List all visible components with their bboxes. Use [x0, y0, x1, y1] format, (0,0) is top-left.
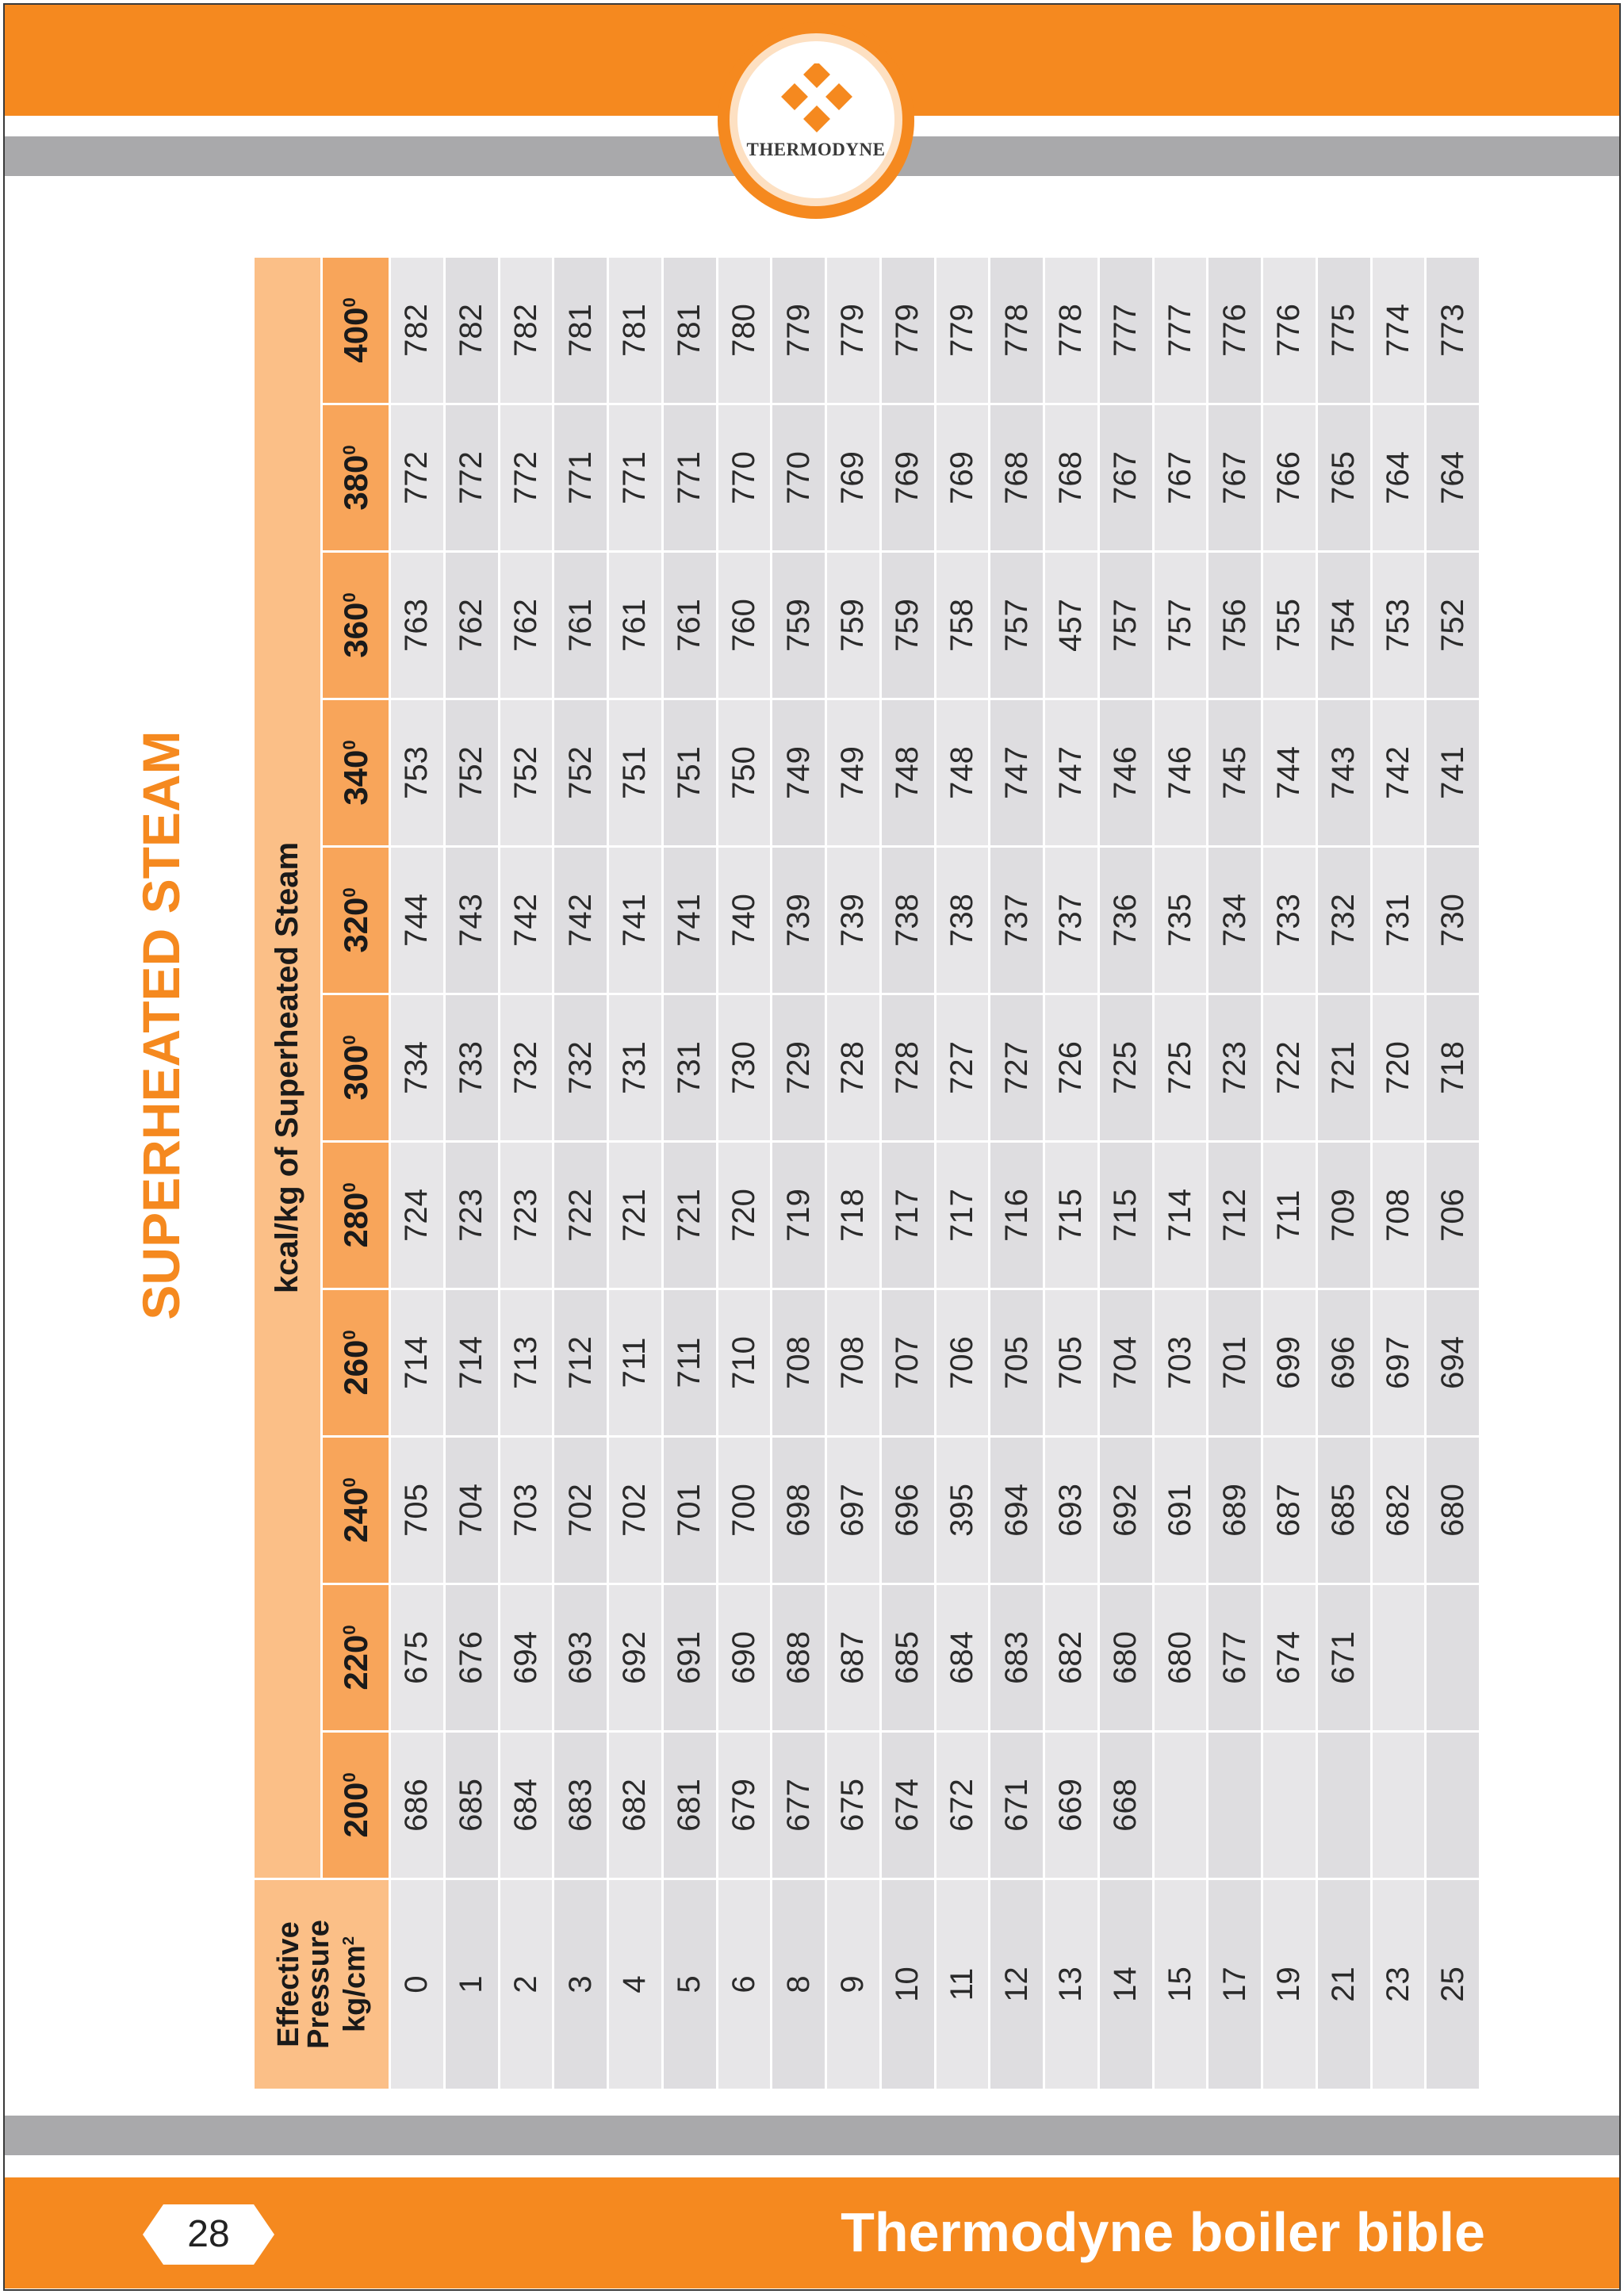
enthalpy-cell: 687: [1262, 1437, 1317, 1584]
table-row: [935, 256, 990, 2089]
enthalpy-cell: 709: [1316, 1142, 1371, 1289]
enthalpy-cell: 711: [608, 1289, 663, 1437]
enthalpy-cell: 737: [1044, 847, 1099, 994]
enthalpy-cell: 772: [499, 404, 553, 552]
enthalpy-cell: 767: [1153, 404, 1208, 552]
enthalpy-cell: 679: [717, 1732, 772, 1879]
enthalpy-cell: 680: [1426, 1437, 1480, 1584]
enthalpy-cell: 764: [1426, 404, 1480, 552]
enthalpy-cell: 774: [1371, 256, 1426, 404]
table-row: [1208, 256, 1262, 2089]
table-row: [444, 256, 499, 2089]
enthalpy-cell: 756: [1208, 552, 1262, 699]
enthalpy-cell: 727: [990, 994, 1044, 1142]
enthalpy-cell: 721: [608, 1142, 663, 1289]
enthalpy-cell: 733: [1262, 847, 1317, 994]
enthalpy-cell: 683: [553, 1732, 608, 1879]
enthalpy-cell: 717: [880, 1142, 935, 1289]
enthalpy-cell: 751: [662, 699, 717, 847]
table-row: [990, 256, 1044, 2089]
enthalpy-cell: 731: [1371, 847, 1426, 994]
enthalpy-cell: 779: [826, 256, 881, 404]
enthalpy-cell: 761: [662, 552, 717, 699]
enthalpy-cell: 725: [1098, 994, 1153, 1142]
enthalpy-cell: 674: [1262, 1584, 1317, 1732]
enthalpy-cell: 767: [1208, 404, 1262, 552]
enthalpy-cell: 770: [772, 404, 826, 552]
enthalpy-cell: 750: [717, 699, 772, 847]
enthalpy-cell: [1262, 1732, 1317, 1879]
enthalpy-cell: 723: [444, 1142, 499, 1289]
enthalpy-cell: 759: [826, 552, 881, 699]
enthalpy-cell: 723: [1208, 994, 1262, 1142]
enthalpy-cell: 704: [1098, 1289, 1153, 1437]
enthalpy-cell: 735: [1153, 847, 1208, 994]
enthalpy-cell: 702: [553, 1437, 608, 1584]
pressure-cell: 2: [499, 1879, 553, 2090]
enthalpy-cell: 714: [1153, 1142, 1208, 1289]
enthalpy-cell: 712: [1208, 1142, 1262, 1289]
enthalpy-cell: 713: [499, 1289, 553, 1437]
enthalpy-cell: 712: [553, 1289, 608, 1437]
pressure-cell: 0: [390, 1879, 445, 2090]
enthalpy-cell: 705: [990, 1289, 1044, 1437]
pressure-cell: 5: [662, 1879, 717, 2090]
enthalpy-cell: 684: [499, 1732, 553, 1879]
enthalpy-cell: 672: [935, 1732, 990, 1879]
enthalpy-cell: 771: [553, 404, 608, 552]
superheated-steam-table: [252, 255, 1481, 2091]
enthalpy-cell: 754: [1316, 552, 1371, 699]
enthalpy-cell: 682: [1371, 1437, 1426, 1584]
enthalpy-cell: 699: [1262, 1289, 1317, 1437]
enthalpy-cell: 736: [1098, 847, 1153, 994]
enthalpy-cell: 777: [1153, 256, 1208, 404]
enthalpy-cell: [1371, 1584, 1426, 1732]
enthalpy-cell: 781: [662, 256, 717, 404]
enthalpy-cell: [1371, 1732, 1426, 1879]
pressure-cell: 25: [1426, 1879, 1480, 2090]
enthalpy-cell: 711: [662, 1289, 717, 1437]
enthalpy-cell: 742: [499, 847, 553, 994]
enthalpy-cell: [1426, 1732, 1480, 1879]
enthalpy-cell: 703: [1153, 1289, 1208, 1437]
enthalpy-cell: 685: [880, 1584, 935, 1732]
enthalpy-cell: 741: [662, 847, 717, 994]
pressure-cell: 15: [1153, 1879, 1208, 2090]
enthalpy-cell: 746: [1098, 699, 1153, 847]
enthalpy-cell: 701: [662, 1437, 717, 1584]
table-row: [1371, 256, 1426, 2089]
enthalpy-cell: 725: [1153, 994, 1208, 1142]
enthalpy-cell: 685: [1316, 1437, 1371, 1584]
enthalpy-cell: 747: [1044, 699, 1099, 847]
enthalpy-cell: 761: [553, 552, 608, 699]
temperature-header: $320^0$: [322, 847, 390, 994]
table-row: [662, 256, 717, 2089]
enthalpy-cell: 687: [826, 1584, 881, 1732]
table-row: [1316, 256, 1371, 2089]
enthalpy-cell: 702: [608, 1437, 663, 1584]
enthalpy-cell: 757: [990, 552, 1044, 699]
enthalpy-cell: 731: [662, 994, 717, 1142]
enthalpy-cell: 675: [826, 1732, 881, 1879]
enthalpy-cell: 731: [608, 994, 663, 1142]
enthalpy-cell: 768: [990, 404, 1044, 552]
enthalpy-cell: 706: [935, 1289, 990, 1437]
enthalpy-cell: 742: [1371, 699, 1426, 847]
footer-title: Thermodyne boiler bible: [841, 2201, 1485, 2263]
enthalpy-cell: 732: [1316, 847, 1371, 994]
temperature-header: $360^0$: [322, 552, 390, 699]
enthalpy-cell: 753: [1371, 552, 1426, 699]
enthalpy-cell: 747: [990, 699, 1044, 847]
enthalpy-cell: 730: [1426, 847, 1480, 994]
enthalpy-cell: 770: [717, 404, 772, 552]
enthalpy-cell: 680: [1098, 1584, 1153, 1732]
enthalpy-cell: 697: [826, 1437, 881, 1584]
pressure-cell: 12: [990, 1879, 1044, 2090]
enthalpy-cell: 705: [1044, 1289, 1099, 1437]
enthalpy-cell: 691: [1153, 1437, 1208, 1584]
enthalpy-cell: 769: [826, 404, 881, 552]
enthalpy-cell: 765: [1316, 404, 1371, 552]
enthalpy-cell: 743: [1316, 699, 1371, 847]
enthalpy-cell: 769: [935, 404, 990, 552]
enthalpy-cell: 694: [1426, 1289, 1480, 1437]
enthalpy-cell: 697: [1371, 1289, 1426, 1437]
enthalpy-cell: 717: [935, 1142, 990, 1289]
enthalpy-cell: 693: [553, 1584, 608, 1732]
enthalpy-cell: 781: [608, 256, 663, 404]
enthalpy-cell: 739: [826, 847, 881, 994]
enthalpy-cell: 692: [608, 1584, 663, 1732]
enthalpy-cell: 737: [990, 847, 1044, 994]
enthalpy-cell: 689: [1208, 1437, 1262, 1584]
enthalpy-cell: 669: [1044, 1732, 1099, 1879]
table-row: [826, 256, 881, 2089]
enthalpy-cell: 733: [444, 994, 499, 1142]
enthalpy-cell: 703: [499, 1437, 553, 1584]
enthalpy-cell: 734: [390, 994, 445, 1142]
enthalpy-cell: 738: [935, 847, 990, 994]
enthalpy-cell: 682: [1044, 1584, 1099, 1732]
enthalpy-cell: 723: [499, 1142, 553, 1289]
temperature-header: $400^0$: [322, 256, 390, 404]
enthalpy-cell: 671: [990, 1732, 1044, 1879]
enthalpy-cell: 677: [772, 1732, 826, 1879]
temperature-header: $220^0$: [322, 1584, 390, 1732]
enthalpy-cell: 758: [935, 552, 990, 699]
enthalpy-cell: 698: [772, 1437, 826, 1584]
pressure-cell: 9: [826, 1879, 881, 2090]
enthalpy-cell: 752: [499, 699, 553, 847]
enthalpy-cell: 690: [717, 1584, 772, 1732]
enthalpy-cell: 782: [390, 256, 445, 404]
enthalpy-cell: 746: [1153, 699, 1208, 847]
enthalpy-cell: 727: [935, 994, 990, 1142]
enthalpy-cell: 777: [1098, 256, 1153, 404]
enthalpy-cell: 707: [880, 1289, 935, 1437]
table-row: [499, 256, 553, 2089]
page-title: SUPERHEATED STEAM: [132, 730, 190, 1320]
enthalpy-cell: 676: [444, 1584, 499, 1732]
enthalpy-cell: 675: [390, 1584, 445, 1732]
enthalpy-cell: 683: [990, 1584, 1044, 1732]
enthalpy-cell: 720: [717, 1142, 772, 1289]
pressure-cell: 1: [444, 1879, 499, 2090]
enthalpy-cell: 781: [553, 256, 608, 404]
enthalpy-cell: 722: [553, 1142, 608, 1289]
enthalpy-cell: 700: [717, 1437, 772, 1584]
pressure-cell: 14: [1098, 1879, 1153, 2090]
enthalpy-cell: 782: [444, 256, 499, 404]
logo-wordmark: THERMODYNE: [746, 140, 886, 159]
enthalpy-cell: 729: [772, 994, 826, 1142]
enthalpy-cell: 752: [553, 699, 608, 847]
enthalpy-cell: 742: [553, 847, 608, 994]
temperature-header: $200^0$: [322, 1732, 390, 1879]
table-row: [1098, 256, 1153, 2089]
table-row: [880, 256, 935, 2089]
pressure-cell: 11: [935, 1879, 990, 2090]
enthalpy-cell: 755: [1262, 552, 1317, 699]
enthalpy-cell: 730: [717, 994, 772, 1142]
enthalpy-cell: 395: [935, 1437, 990, 1584]
enthalpy-cell: 745: [1208, 699, 1262, 847]
enthalpy-cell: 457: [1044, 552, 1099, 699]
pressure-cell: 4: [608, 1879, 663, 2090]
enthalpy-cell: 668: [1098, 1732, 1153, 1879]
enthalpy-cell: 705: [390, 1437, 445, 1584]
enthalpy-cell: [1426, 1584, 1480, 1732]
enthalpy-cell: 732: [499, 994, 553, 1142]
pressure-cell: 19: [1262, 1879, 1317, 2090]
enthalpy-cell: 776: [1262, 256, 1317, 404]
enthalpy-cell: 749: [772, 699, 826, 847]
enthalpy-cell: 768: [1044, 404, 1099, 552]
pressure-cell: 6: [717, 1879, 772, 2090]
enthalpy-cell: 734: [1208, 847, 1262, 994]
table-row: [1044, 256, 1099, 2089]
pressure-cell: 10: [880, 1879, 935, 2090]
enthalpy-cell: 779: [772, 256, 826, 404]
enthalpy-cell: 715: [1098, 1142, 1153, 1289]
temperature-header: $260^0$: [322, 1289, 390, 1437]
enthalpy-cell: 748: [880, 699, 935, 847]
enthalpy-cell: 752: [1426, 552, 1480, 699]
pressure-cell: 21: [1316, 1879, 1371, 2090]
temperature-header: $380^0$: [322, 404, 390, 552]
enthalpy-cell: 718: [826, 1142, 881, 1289]
enthalpy-cell: 686: [390, 1732, 445, 1879]
enthalpy-cell: 776: [1208, 256, 1262, 404]
page-number: 28: [187, 2213, 230, 2255]
pressure-cell: 23: [1371, 1879, 1426, 2090]
enthalpy-cell: 762: [444, 552, 499, 699]
enthalpy-cell: 719: [772, 1142, 826, 1289]
enthalpy-cell: 761: [608, 552, 663, 699]
enthalpy-cell: 752: [444, 699, 499, 847]
enthalpy-cell: 728: [880, 994, 935, 1142]
enthalpy-cell: 741: [608, 847, 663, 994]
enthalpy-cell: 708: [1371, 1142, 1426, 1289]
enthalpy-cell: 708: [826, 1289, 881, 1437]
enthalpy-cell: 751: [608, 699, 663, 847]
enthalpy-cell: 766: [1262, 404, 1317, 552]
enthalpy-cell: 718: [1426, 994, 1480, 1142]
enthalpy-cell: 677: [1208, 1584, 1262, 1732]
enthalpy-cell: 710: [717, 1289, 772, 1437]
enthalpy-cell: 769: [880, 404, 935, 552]
enthalpy-cell: 759: [772, 552, 826, 699]
enthalpy-cell: 694: [499, 1584, 553, 1732]
enthalpy-cell: 694: [990, 1437, 1044, 1584]
enthalpy-cell: 706: [1426, 1142, 1480, 1289]
enthalpy-cell: 780: [717, 256, 772, 404]
table-row: [608, 256, 663, 2089]
enthalpy-cell: 744: [1262, 699, 1317, 847]
enthalpy-cell: 772: [390, 404, 445, 552]
table-row: [1153, 256, 1208, 2089]
pressure-cell: 8: [772, 1879, 826, 2090]
enthalpy-cell: 682: [608, 1732, 663, 1879]
enthalpy-cell: 715: [1044, 1142, 1099, 1289]
enthalpy-cell: 732: [553, 994, 608, 1142]
table-row: [1426, 256, 1480, 2089]
enthalpy-cell: 762: [499, 552, 553, 699]
table-row: [1262, 256, 1317, 2089]
enthalpy-cell: 716: [990, 1142, 1044, 1289]
enthalpy-cell: 692: [1098, 1437, 1153, 1584]
enthalpy-cell: 704: [444, 1437, 499, 1584]
enthalpy-cell: 711: [1262, 1142, 1317, 1289]
enthalpy-cell: 714: [390, 1289, 445, 1437]
enthalpy-cell: 782: [499, 256, 553, 404]
enthalpy-cell: 767: [1098, 404, 1153, 552]
enthalpy-cell: 771: [608, 404, 663, 552]
enthalpy-cell: 680: [1153, 1584, 1208, 1732]
temperature-header: $340^0$: [322, 699, 390, 847]
enthalpy-cell: 674: [880, 1732, 935, 1879]
table-row: [772, 256, 826, 2089]
enthalpy-cell: 696: [880, 1437, 935, 1584]
enthalpy-cell: 744: [390, 847, 445, 994]
enthalpy-cell: 764: [1371, 404, 1426, 552]
enthalpy-cell: 748: [935, 699, 990, 847]
pressure-cell: 3: [553, 1879, 608, 2090]
enthalpy-cell: 701: [1208, 1289, 1262, 1437]
enthalpy-cell: 696: [1316, 1289, 1371, 1437]
enthalpy-cell: 741: [1426, 699, 1480, 847]
enthalpy-cell: 779: [880, 256, 935, 404]
enthalpy-cell: 708: [772, 1289, 826, 1437]
enthalpy-cell: 720: [1371, 994, 1426, 1142]
enthalpy-cell: 721: [1316, 994, 1371, 1142]
enthalpy-cell: 721: [662, 1142, 717, 1289]
enthalpy-cell: 726: [1044, 994, 1099, 1142]
temperature-header: $280^0$: [322, 1142, 390, 1289]
enthalpy-banner: kcal/kg of Superheated Steam: [254, 256, 322, 1878]
temperature-header: $240^0$: [322, 1437, 390, 1584]
pressure-cell: 17: [1208, 1879, 1262, 2090]
table-row: [717, 256, 772, 2089]
pressure-column-header: Effective Pressure $kg/cm^2$: [254, 1879, 390, 2090]
enthalpy-cell: 779: [935, 256, 990, 404]
enthalpy-cell: 778: [990, 256, 1044, 404]
enthalpy-cell: 740: [717, 847, 772, 994]
enthalpy-cell: 753: [390, 699, 445, 847]
enthalpy-cell: 760: [717, 552, 772, 699]
enthalpy-cell: 749: [826, 699, 881, 847]
pressure-cell: 13: [1044, 1879, 1099, 2090]
enthalpy-cell: 685: [444, 1732, 499, 1879]
enthalpy-cell: 757: [1153, 552, 1208, 699]
enthalpy-cell: 771: [662, 404, 717, 552]
enthalpy-cell: 778: [1044, 256, 1099, 404]
enthalpy-cell: 739: [772, 847, 826, 994]
enthalpy-cell: 763: [390, 552, 445, 699]
enthalpy-cell: [1208, 1732, 1262, 1879]
enthalpy-cell: 743: [444, 847, 499, 994]
enthalpy-cell: 688: [772, 1584, 826, 1732]
enthalpy-cell: 714: [444, 1289, 499, 1437]
enthalpy-cell: 722: [1262, 994, 1317, 1142]
enthalpy-cell: [1316, 1732, 1371, 1879]
enthalpy-cell: 724: [390, 1142, 445, 1289]
table-row: [553, 256, 608, 2089]
table-row: [390, 256, 445, 2089]
temperature-header: $300^0$: [322, 994, 390, 1142]
enthalpy-cell: 671: [1316, 1584, 1371, 1732]
enthalpy-cell: 681: [662, 1732, 717, 1879]
enthalpy-cell: 738: [880, 847, 935, 994]
enthalpy-cell: 759: [880, 552, 935, 699]
enthalpy-cell: 775: [1316, 256, 1371, 404]
enthalpy-cell: 684: [935, 1584, 990, 1732]
enthalpy-cell: 772: [444, 404, 499, 552]
enthalpy-cell: 728: [826, 994, 881, 1142]
enthalpy-cell: 773: [1426, 256, 1480, 404]
enthalpy-cell: 693: [1044, 1437, 1099, 1584]
enthalpy-cell: 691: [662, 1584, 717, 1732]
enthalpy-cell: [1153, 1732, 1208, 1879]
enthalpy-cell: 757: [1098, 552, 1153, 699]
